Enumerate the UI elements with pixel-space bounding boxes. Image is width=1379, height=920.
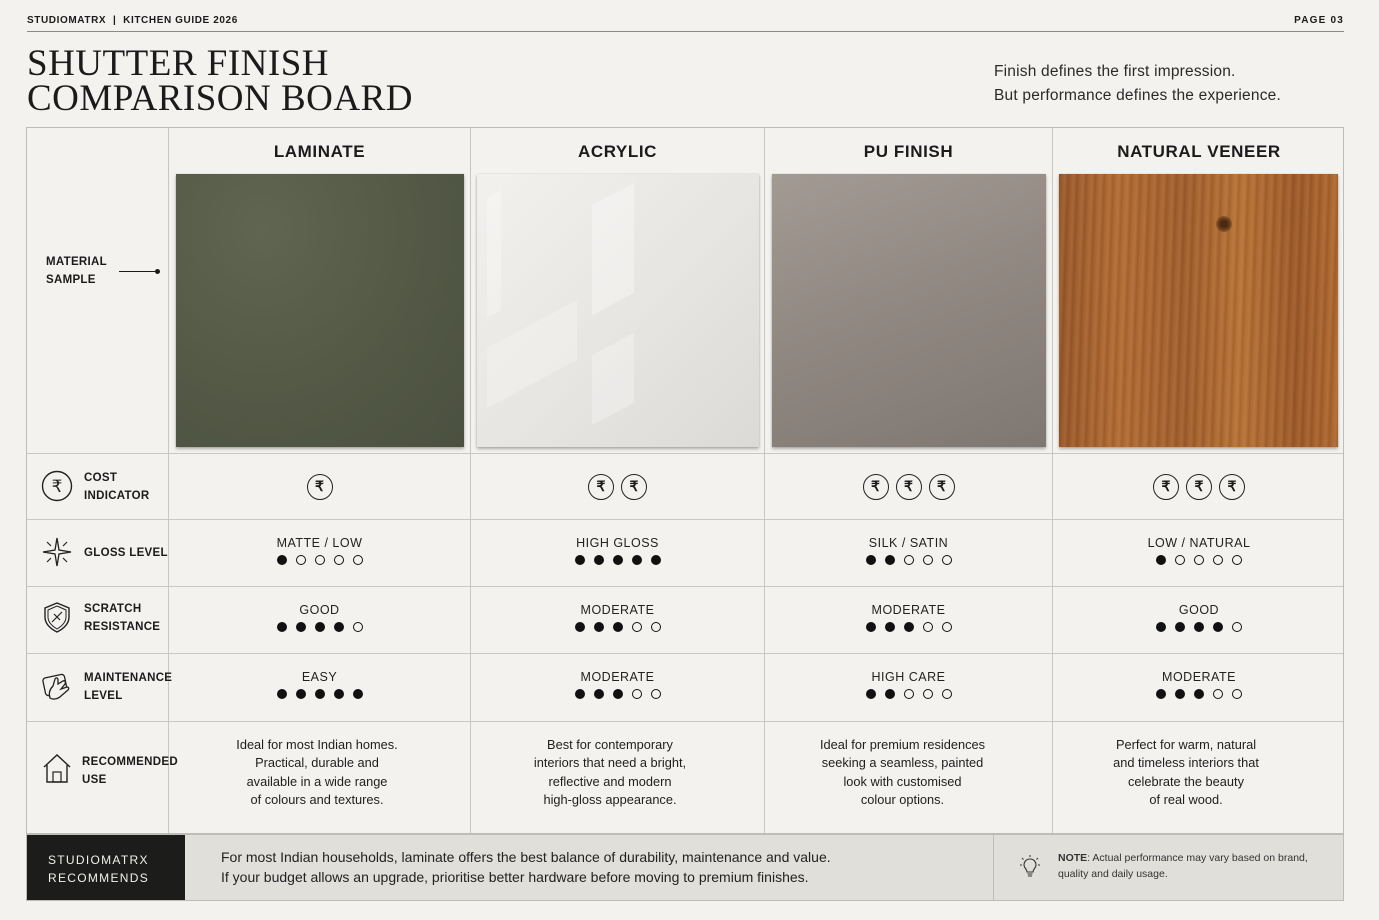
rating-dot — [575, 689, 585, 699]
gloss-label: LOW / NATURAL — [1147, 536, 1251, 550]
maintenance-label: EASY — [301, 670, 338, 684]
laminate-swatch — [176, 174, 464, 447]
column-header-laminate: LAMINATE — [273, 142, 366, 161]
rupee-icon: ₹ — [929, 474, 955, 500]
cost-laminate — [169, 474, 470, 500]
rating-dot — [315, 555, 325, 565]
sparkle-icon — [41, 536, 73, 568]
desc-laminate: Ideal for most Indian homes. Practical, durable and available in a wide range of colours and textures. — [236, 737, 398, 807]
rupee-icon — [41, 470, 73, 502]
recommendation-message: For most Indian households, laminate offers the best balance of durability, maintenance and value. If your budget allows an upgrade, prioritise better hardware before moving to premium finishes. — [221, 849, 831, 885]
rating-dot — [651, 622, 661, 632]
desc-acrylic: Best for contemporary interiors that need a bright, reflective and modern high-gloss appearance. — [533, 737, 687, 807]
rating-dot — [594, 622, 604, 632]
rating-dot — [632, 622, 642, 632]
rating-dot — [866, 622, 876, 632]
gloss-rating-dots — [1053, 555, 1345, 565]
maintenance-natural-veneer — [1053, 670, 1345, 699]
cost-pu-finish — [765, 474, 1052, 500]
cleaning-hand-icon — [41, 670, 73, 702]
rating-dot — [613, 555, 623, 565]
rating-dot — [277, 689, 287, 699]
maintenance-label: MODERATE — [1162, 670, 1236, 684]
rating-dot — [1194, 555, 1204, 565]
header-brand: STUDIOMATRX | KITCHEN GUIDE 2026 — [27, 15, 238, 26]
rating-dot — [334, 555, 344, 565]
rating-dot — [1232, 689, 1242, 699]
rating-dot — [334, 689, 344, 699]
rupee-icon: ₹ — [1153, 474, 1179, 500]
recommends-badge: STUDIOMATRX RECOMMENDS — [27, 835, 185, 900]
rating-dot — [1156, 689, 1166, 699]
maintenance-label: MODERATE — [580, 670, 655, 684]
gloss-rating-dots — [169, 555, 470, 565]
comparison-table — [26, 127, 1344, 834]
rating-dot — [1156, 622, 1166, 632]
gloss-natural-veneer — [1053, 536, 1345, 565]
rating-dot — [942, 555, 952, 565]
page-number: PAGE 03 — [1294, 15, 1344, 26]
column-header-pu-finish: PU FINISH — [863, 142, 954, 161]
gloss-label: SILK / SATIN — [868, 536, 949, 550]
maintenance-laminate — [169, 670, 470, 699]
rating-dot — [575, 555, 585, 565]
rating-dot — [1232, 555, 1242, 565]
wood-knot — [1216, 216, 1232, 232]
column-header-natural-veneer: NATURAL VENEER — [1117, 142, 1281, 161]
row-label-material-sample: MATERIAL SAMPLE — [46, 256, 107, 286]
gloss-acrylic — [471, 536, 764, 565]
scratch-rating-dots — [169, 622, 470, 632]
rating-dot — [1232, 622, 1242, 632]
rating-dot — [315, 689, 325, 699]
top-bar — [27, 14, 1344, 32]
rating-dot — [575, 622, 585, 632]
shield-icon — [41, 601, 73, 633]
maintenance-rating-dots — [471, 689, 764, 699]
acrylic-swatch — [477, 174, 759, 447]
maintenance-pu-finish — [765, 670, 1052, 699]
rating-dot — [613, 689, 623, 699]
desc-natural-veneer: Perfect for warm, natural and timeless interiors that celebrate the beauty of real wood. — [1113, 737, 1259, 807]
rupee-icon: ₹ — [896, 474, 922, 500]
rating-dot — [277, 555, 287, 565]
scratch-laminate — [169, 603, 470, 632]
scratch-rating-dots — [765, 622, 1052, 632]
rating-dot — [904, 555, 914, 565]
rating-dot — [296, 622, 306, 632]
rupee-icon: ₹ — [307, 474, 333, 500]
rating-dot — [1175, 555, 1185, 565]
pointer-line — [119, 271, 157, 272]
natural-veneer-swatch — [1059, 174, 1338, 447]
rating-dot — [1175, 622, 1185, 632]
gloss-pu-finish — [765, 536, 1052, 565]
rating-dot — [353, 689, 363, 699]
column-header-acrylic: ACRYLIC — [577, 142, 658, 161]
rating-dot — [942, 689, 952, 699]
rating-dot — [296, 689, 306, 699]
gloss-label: HIGH GLOSS — [576, 536, 659, 550]
rating-dot — [1213, 555, 1223, 565]
tagline: Finish defines the first impression. But performance defines the experience. — [994, 63, 1281, 104]
maintenance-rating-dots — [1053, 689, 1345, 699]
rating-dot — [353, 555, 363, 565]
rupee-icon: ₹ — [863, 474, 889, 500]
row-label-scratch: SCRATCH RESISTANCE — [84, 603, 161, 633]
scratch-label: GOOD — [299, 603, 340, 617]
scratch-natural-veneer — [1053, 603, 1345, 632]
rating-dot — [632, 555, 642, 565]
note-text: NOTE: Actual performance may vary based on brand, quality and daily usage. — [1058, 852, 1308, 880]
rating-dot — [923, 555, 933, 565]
scratch-label: MODERATE — [580, 603, 655, 617]
rating-dot — [1213, 622, 1223, 632]
rating-dot — [613, 622, 623, 632]
rating-dot — [904, 622, 914, 632]
row-label-maintenance: MAINTENANCE LEVEL — [84, 672, 173, 702]
rating-dot — [904, 689, 914, 699]
rupee-icon: ₹ — [1219, 474, 1245, 500]
row-label-cost: COST INDICATOR — [84, 472, 150, 502]
scratch-label: GOOD — [1178, 603, 1220, 617]
rating-dot — [277, 622, 287, 632]
rating-dot — [885, 555, 895, 565]
rating-dot — [885, 622, 895, 632]
rating-dot — [334, 622, 344, 632]
rating-dot — [651, 555, 661, 565]
lightbulb-icon — [1019, 854, 1041, 880]
pointer-dot — [155, 269, 160, 274]
rating-dot — [866, 555, 876, 565]
rating-dot — [594, 555, 604, 565]
gloss-laminate — [169, 536, 470, 565]
rating-dot — [923, 622, 933, 632]
maintenance-acrylic — [471, 670, 764, 699]
maintenance-rating-dots — [169, 689, 470, 699]
pu-finish-swatch — [772, 174, 1046, 447]
rating-dot — [885, 689, 895, 699]
rating-dot — [632, 689, 642, 699]
maintenance-label: HIGH CARE — [871, 670, 946, 684]
rating-dot — [1175, 689, 1185, 699]
rupee-icon: ₹ — [1186, 474, 1212, 500]
rating-dot — [353, 622, 363, 632]
rating-dot — [923, 689, 933, 699]
row-label-gloss: GLOSS LEVEL — [84, 547, 168, 559]
rupee-icon: ₹ — [588, 474, 614, 500]
gloss-label: MATTE / LOW — [276, 536, 363, 550]
rating-dot — [651, 689, 661, 699]
rupee-icon: ₹ — [621, 474, 647, 500]
rating-dot — [1194, 689, 1204, 699]
scratch-rating-dots — [1053, 622, 1345, 632]
rating-dot — [866, 689, 876, 699]
gloss-rating-dots — [471, 555, 764, 565]
recommendation-footer — [26, 834, 1344, 901]
scratch-pu-finish — [765, 603, 1052, 632]
svg-text:₹: ₹ — [51, 477, 63, 497]
house-icon — [41, 752, 73, 784]
rating-dot — [942, 622, 952, 632]
rating-dot — [594, 689, 604, 699]
rating-dot — [315, 622, 325, 632]
desc-pu-finish: Ideal for premium residences seeking a seamless, painted look with customised colour options. — [819, 737, 985, 807]
scratch-acrylic — [471, 603, 764, 632]
gloss-rating-dots — [765, 555, 1052, 565]
cost-natural-veneer — [1053, 474, 1345, 500]
page-title: SHUTTER FINISH COMPARISON BOARD — [27, 43, 413, 119]
rating-dot — [1156, 555, 1166, 565]
scratch-rating-dots — [471, 622, 764, 632]
rating-dot — [296, 555, 306, 565]
row-label-recommended-use: RECOMMENDED USE — [82, 756, 178, 786]
scratch-label: MODERATE — [871, 603, 946, 617]
rating-dot — [1213, 689, 1223, 699]
maintenance-rating-dots — [765, 689, 1052, 699]
cost-acrylic — [471, 474, 764, 500]
rating-dot — [1194, 622, 1204, 632]
